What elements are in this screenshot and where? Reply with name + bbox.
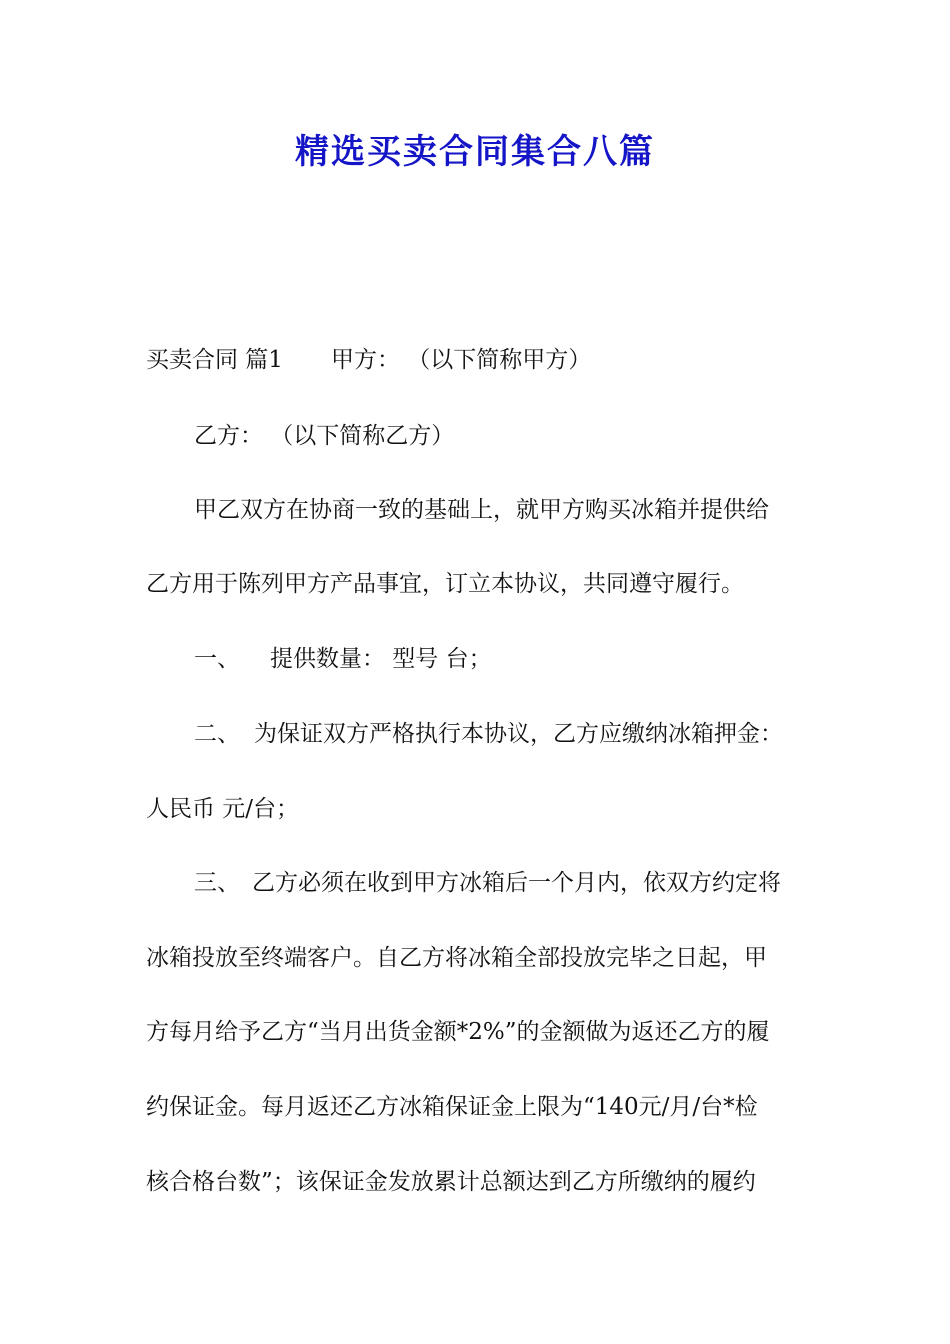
clause-2-continuation: 人民币 元/台； — [146, 796, 300, 822]
clause-1 — [194, 643, 492, 675]
clause-number: 一、 — [194, 646, 240, 672]
clause-3-line: 核合格台数”；该保证金发放累计总额达到乙方所缴纳的履约 — [146, 1169, 756, 1195]
clause-number: 三、 — [194, 870, 240, 896]
clause-text: 乙方必须在收到甲方冰箱后一个月内，依双方约定将 — [252, 870, 781, 896]
clause-2 — [194, 718, 783, 750]
clause-number: 二、 — [194, 721, 240, 747]
clause-3-line: 方每月给予乙方“当月出货金额*2%”的金额做为返还乙方的履 — [146, 1019, 770, 1045]
party-a-label: 甲方： （以下简称甲方） — [330, 347, 592, 373]
section-label: 买卖合同 篇1 — [146, 347, 283, 373]
clause-3-line: 冰箱投放至终端客户。自乙方将冰箱全部投放完毕之日起，甲 — [146, 945, 767, 971]
party-b-label: 乙方： （以下简称乙方） — [194, 423, 455, 449]
paragraph-line: 乙方用于陈列甲方产品事宜，订立本协议，共同遵守履行。 — [146, 571, 744, 597]
document-title: 精选买卖合同集合八篇 — [295, 132, 655, 172]
contract-heading-line — [146, 344, 591, 376]
paragraph-line: 甲乙双方在协商一致的基础上，就甲方购买冰箱并提供给 — [194, 497, 769, 523]
clause-3-line: 约保证金。每月返还乙方冰箱保证金上限为“140元/月/台*检 — [146, 1094, 758, 1120]
clause-text: 为保证双方严格执行本协议，乙方应缴纳冰箱押金： — [254, 721, 783, 747]
clause-text: 提供数量： 型号 台； — [270, 646, 492, 672]
clause-3 — [194, 867, 781, 899]
